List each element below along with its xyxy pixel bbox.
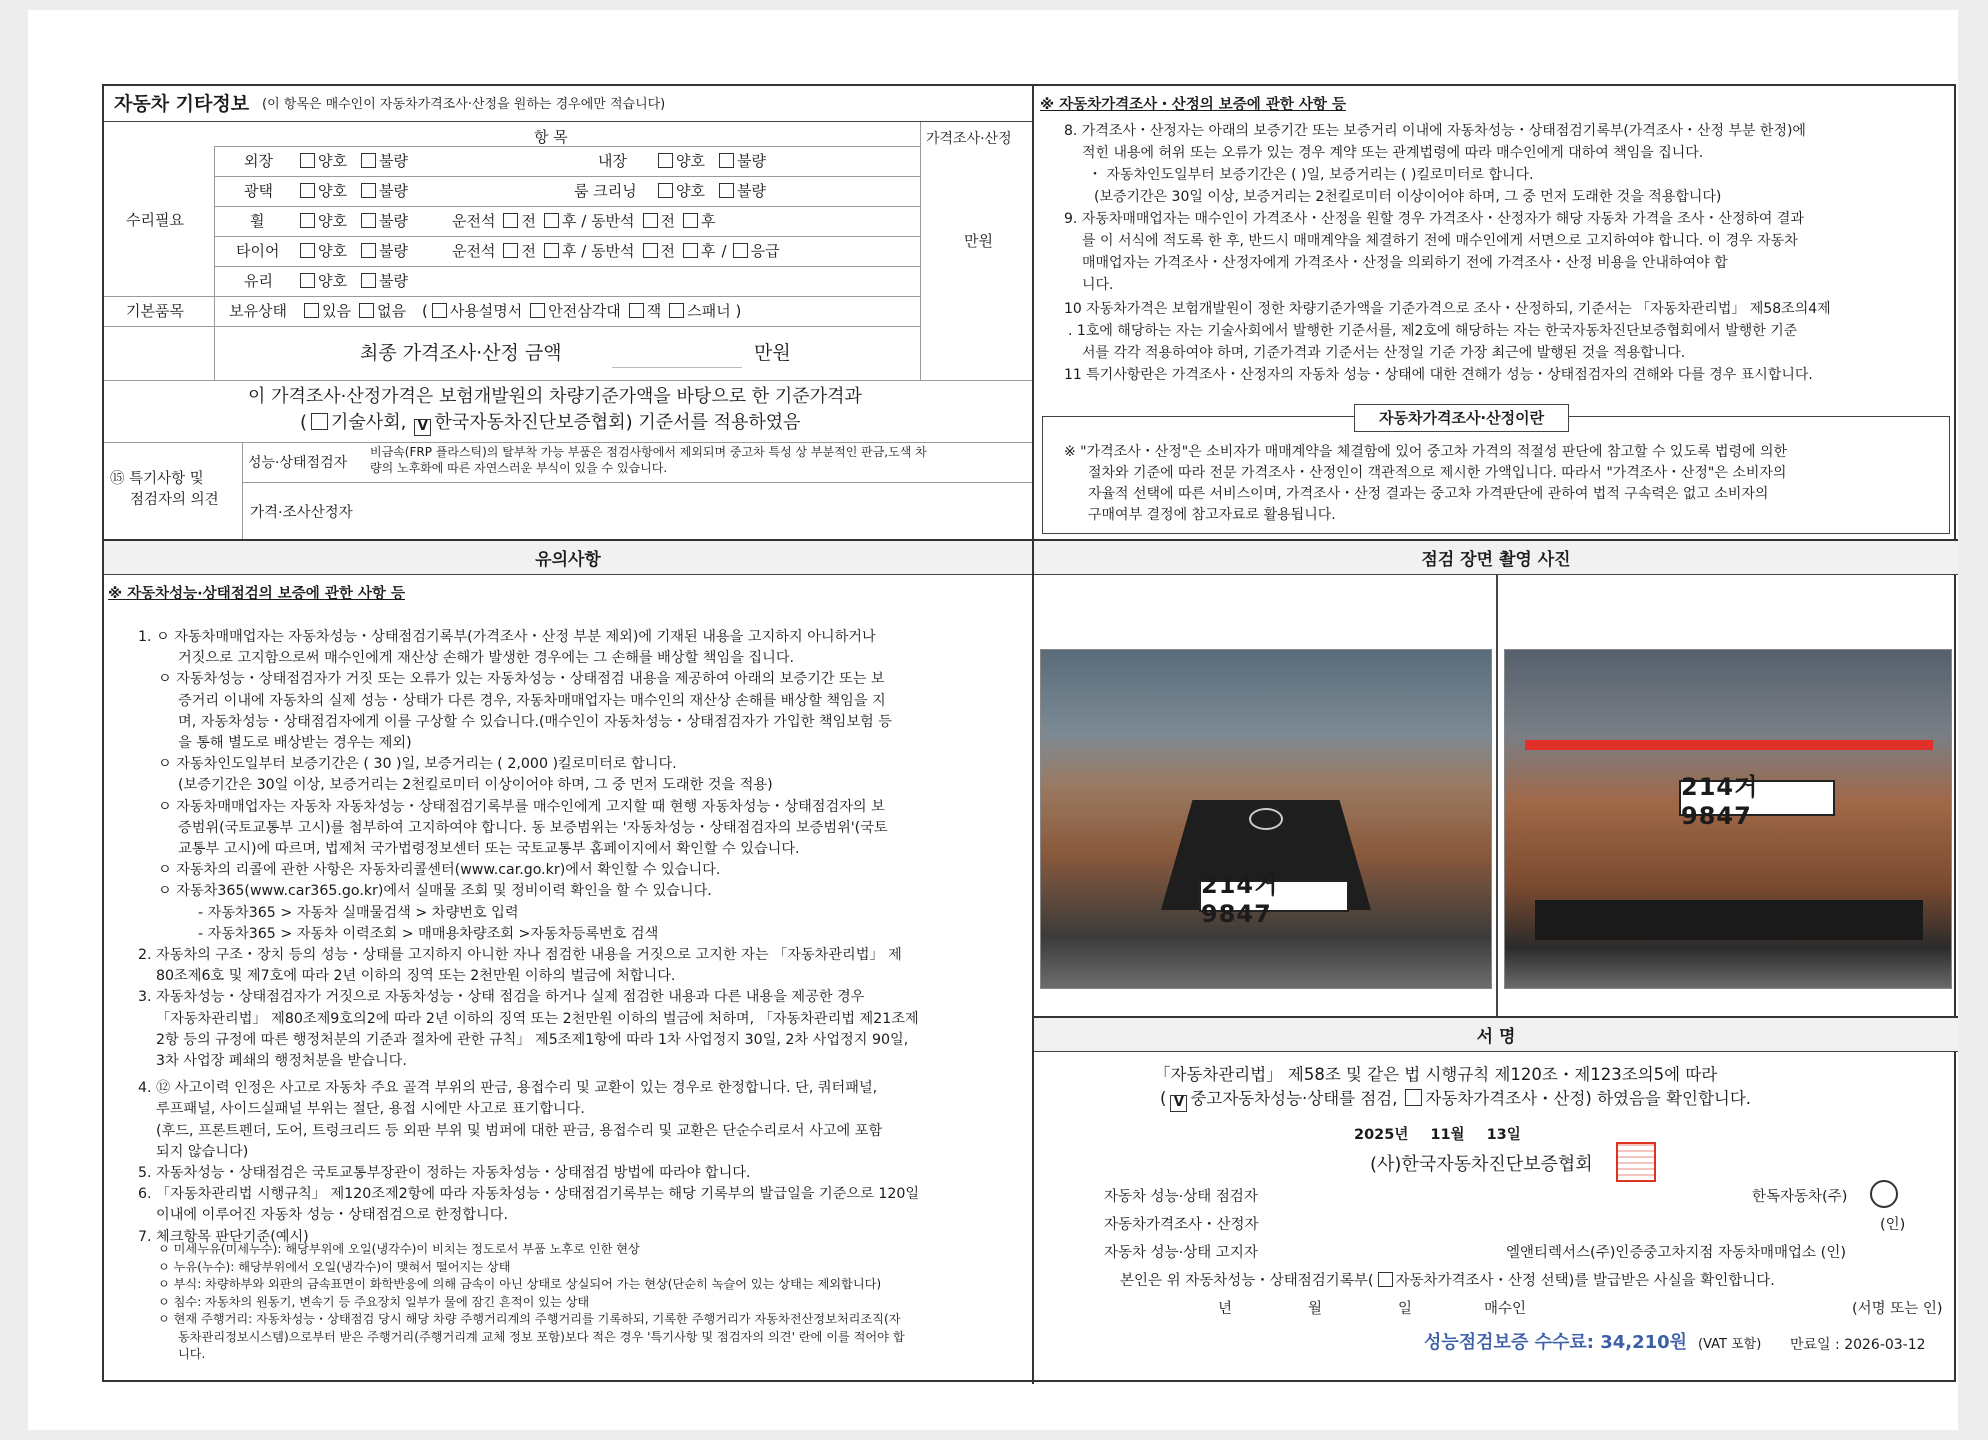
rear-light-bar	[1525, 740, 1933, 750]
note-line: 증거리 이내에 자동차의 실제 성능・상태가 다른 경우, 자동차매매업자는 매수인의 재산상 손해를 배상할 책임을 지	[178, 692, 886, 709]
note-line: 3. 자동차성능・상태점검자가 거짓으로 자동차성능・상태 점검을 하거나 실제 점검한 내용과 다른 내용을 제공한 경우	[138, 989, 865, 1006]
group-basic-label: 기본품목	[126, 302, 184, 320]
row-gloss-label: 광택	[244, 182, 273, 200]
notes-header: 유의사항	[104, 541, 1032, 575]
glass-bad-checkbox[interactable]	[361, 273, 376, 288]
warranty-line: 를 이 서식에 적도록 한 후, 반드시 매매계약을 체결하기 전에 매수인에게 서면으로 고지하여야 합니다. 이 경우 자동차	[1082, 233, 1798, 249]
used-car-inspection-checkbox[interactable]: V	[1170, 1095, 1187, 1112]
definition-box-text	[1064, 442, 1948, 526]
group-repair-label: 수리필요	[126, 211, 184, 229]
manual-checkbox[interactable]	[432, 303, 447, 318]
warranty-line: 서를 각각 적용하여야 하며, 기준가격과 기준서는 산정일 기준 가장 최근에 발행된 것을 적용합니다.	[1082, 345, 1686, 361]
wheel-position-options: 운전석 전 후 / 동반석 전 후	[452, 212, 716, 230]
tire-driver-rear-checkbox[interactable]	[544, 243, 559, 258]
notifier-sign-label: 자동차 성능·상태 고지자	[1104, 1245, 1258, 1261]
note-line: 루프패널, 사이드실패널 부위는 절단, 용접 시에만 사고로 표기합니다.	[156, 1101, 585, 1118]
row-room-cleaning-label: 룸 크리닝	[574, 182, 637, 200]
exterior-options: 양호 불량	[296, 152, 408, 170]
row-wheel-label: 휠	[250, 212, 265, 230]
exterior-good-checkbox[interactable]	[300, 153, 315, 168]
special-notes-label: ⑮ 특기사항 및	[110, 471, 204, 487]
note-line: 교통부 고시)에 따르며, 법제처 국가법령정보센터 또는 국토교통부 홈페이지에서 확인할 수 있습니다.	[178, 841, 800, 858]
front-license-plate: 214거 9847	[1199, 880, 1349, 912]
definition-line: 구매여부 결정에 참고자료로 활용됩니다.	[1088, 507, 1336, 523]
note-line: ㅇ 자동차365(www.car365.go.kr)에서 실매물 조회 및 정비이력 확인을 할 수 있습니다.	[158, 883, 712, 900]
photos-header: 점검 장면 촬영 사진	[1034, 541, 1958, 575]
jack-checkbox[interactable]	[629, 303, 644, 318]
definition-line: ※ "가격조사・산정"은 소비자가 매매계약을 체결함에 있어 중고차 가격의 적절성 판단에 참고할 수 있도록 법령에 의한	[1064, 444, 1788, 460]
note-line: 6. 「자동차관리법 시행규칙」 제120조제2항에 따라 자동차성능・상태점검기록부는 해당 기록부의 발급일을 기준으로 120일	[138, 1186, 920, 1203]
sign-date: 2025년 11월 13일	[1354, 1127, 1521, 1143]
note-line: 7. 체크항목 판단기준(예시)	[138, 1228, 309, 1245]
gloss-good-checkbox[interactable]	[300, 183, 315, 198]
note-line: ㅇ 자동차매매업자는 자동차 자동차성능・상태점검기록부를 매수인에게 고지할 때 현행 자동차성능・상태점검자의 보	[158, 798, 885, 815]
gloss-options: 양호 불량	[296, 182, 408, 200]
tire-passenger-front-checkbox[interactable]	[643, 243, 658, 258]
criteria-line: ㅇ 미세누유(미세누수): 해당부위에 오일(냉각수)이 비치는 정도로서 부품 노후로 인한 현상	[158, 1242, 640, 1256]
criteria-list	[158, 1241, 1032, 1364]
lexus-logo-icon	[1249, 808, 1283, 830]
front-vehicle-photo	[1040, 649, 1492, 989]
basis-statement-line1: 이 가격조사·산정가격은 보험개발원의 차량기준가액을 바탕으로 한 기준가격과	[248, 386, 862, 407]
room-cleaning-options: 양호 불량	[654, 182, 766, 200]
inspector-opinion-note-1: 비금속(FRP 플라스틱)의 탈부착 가능 부품은 점검사항에서 제외되며 중고차 특성 상 부분적인 판금,도색 차	[370, 445, 927, 459]
tire-driver-front-checkbox[interactable]	[503, 243, 518, 258]
warranty-line: 니다.	[1082, 277, 1114, 293]
final-amount-label: 최종 가격조사·산정 금액	[360, 342, 562, 364]
inspector-opinion-label: 성능·상태점검자	[248, 455, 348, 471]
row-glass-label: 유리	[244, 272, 273, 290]
note-line: 5. 자동차성능・상태점검은 국토교통부장관이 정하는 자동차성능・상태점검 방법에 따라야 합니다.	[138, 1165, 751, 1182]
warranty-line: 11 특기사항란은 가격조사・산정자의 자동차 성능・상태에 대한 견해가 성능・상태점검자의 견해와 다를 경우 표시합니다.	[1064, 367, 1813, 383]
basis-association-checkbox[interactable]: V	[414, 419, 431, 436]
buyer-sign-hint: (서명 또는 인)	[1852, 1301, 1943, 1317]
confirmation-line: ( V 중고자동차성능·상태를 점검, 자동차가격조사・산정) 하였음을 확인합니다.	[1160, 1089, 1752, 1110]
warranty-items	[1064, 120, 1954, 386]
note-line: (보증기간은 30일 이상, 보증거리는 2천킬로미터 이상이어야 하며, 그 중 먼저 도래한 것을 적용)	[178, 777, 773, 794]
warranty-section-title: ※ 자동차가격조사・산정의 보증에 관한 사항 등	[1040, 97, 1346, 113]
room-cleaning-good-checkbox[interactable]	[658, 183, 673, 198]
inspector-seal-icon	[1870, 1180, 1898, 1208]
note-line: ㅇ 자동차성능・상태점검자가 거짓 또는 오류가 있는 자동차성능・상태점검 내용을 제공하여 아래의 보증기간 또는 보	[158, 671, 885, 688]
inspector-sign-value: 한독자동차(주)	[1752, 1189, 1848, 1205]
rear-bumper	[1535, 900, 1923, 940]
document-sheet	[28, 10, 1958, 1430]
receipt-confirmation: 본인은 위 자동차성능・상태점검기록부( 자동차가격조사・산정 선택)를 발급받은 사실을 확인합니다.	[1120, 1273, 1775, 1289]
gloss-bad-checkbox[interactable]	[361, 183, 376, 198]
criteria-line: ㅇ 현재 주행거리: 자동차성능・상태점검 당시 해당 차량 주행거리계의 주행거리를 기록하되, 기록한 주행거리가 자동차전산정보처리조직(자	[158, 1312, 901, 1326]
possession-have-checkbox[interactable]	[304, 303, 319, 318]
association-seal-icon	[1616, 1142, 1656, 1182]
wheel-bad-checkbox[interactable]	[361, 213, 376, 228]
inspection-photos-section	[1034, 541, 1958, 1018]
notifier-sign-value: 엘앤티렉서스(주)인증중고차지점 자동차매매업소 (인)	[1506, 1245, 1846, 1261]
association-name: (사)한국자동차진단보증협회	[1370, 1154, 1593, 1175]
note-line: 을 통해 별도로 배상받는 경우는 제외)	[178, 735, 412, 752]
note-line: 거짓으로 고지함으로써 매수인에게 재산상 손해가 발생한 경우에는 그 손해를 배상할 책임을 집니다.	[178, 650, 795, 667]
wheel-good-checkbox[interactable]	[300, 213, 315, 228]
notes-section	[104, 541, 1034, 1384]
criteria-line: ㅇ 누유(누수): 해당부위에서 오일(냉각수)이 맺혀서 떨어지는 상태	[158, 1259, 511, 1274]
signature-section	[1034, 1018, 1958, 1384]
basis-tech-society-checkbox[interactable]	[311, 413, 328, 430]
note-line: - 자동차365 > 자동차 이력조회 > 매매용차량조회 >자동차등록번호 검색	[198, 925, 659, 942]
row-interior-label: 내장	[598, 152, 627, 170]
glass-good-checkbox[interactable]	[300, 273, 315, 288]
buyer-label: 매수인	[1484, 1301, 1527, 1317]
criteria-line: 동차관리정보시스템)으로부터 받은 주행거리(주행거리계 교체 정보 포함)보다 적은 경우 '특기사항 및 점검자의 의견' 란에 이를 적어야 합	[178, 1329, 905, 1344]
possession-options: 있음 없음 ( 사용설명서 안전삼각대 잭 스패너 )	[300, 302, 741, 320]
note-line: (후드, 프론트펜더, 도어, 트렁크리드 등 외판 부위 및 범퍼에 대한 판금, 용접수리 및 교환은 단순수리로서 사고에 포함	[156, 1122, 883, 1139]
wheel-driver-rear-checkbox[interactable]	[544, 213, 559, 228]
column-price-header: 가격조사·산정	[926, 131, 1012, 147]
spanner-checkbox[interactable]	[669, 303, 684, 318]
row-possession-label: 보유상태	[229, 302, 287, 320]
inspection-record-form	[102, 84, 1956, 1382]
law-reference-line: 「자동차관리법」 제58조 및 같은 법 시행규칙 제120조・제123조의5에 따라	[1154, 1065, 1718, 1084]
note-line: 이내에 이루어진 자동차 성능・상태점검으로 한정합니다.	[156, 1207, 508, 1224]
definition-line: 자율적 선택에 따른 서비스이며, 가격조사・산정 결과는 중고차 가격판단에 관하여 법적 구속력은 없고 소비자의	[1088, 486, 1769, 502]
tire-passenger-rear-checkbox[interactable]	[683, 243, 698, 258]
signature-header: 서 명	[1034, 1018, 1958, 1052]
wheel-passenger-rear-checkbox[interactable]	[683, 213, 698, 228]
note-line: 80조제6호 및 제7호에 따라 2년 이하의 징역 또는 2천만원 이하의 벌금에 처합니다.	[156, 968, 676, 985]
note-line: - 자동차365 > 자동차 실매물검색 > 차량번호 입력	[198, 904, 519, 921]
note-line: 4. ⑫ 사고이력 인정은 사고로 자동차 주요 골격 부위의 판금, 용접수리 및 교환이 있는 경우로 한정합니다. 단, 쿼터패널,	[138, 1080, 878, 1097]
note-line: ㅇ 자동차의 리콜에 관한 사항은 자동차리콜센터(www.car.go.kr)에서 확인할 수 있습니다.	[158, 862, 721, 879]
glass-options: 양호 불량	[296, 272, 408, 290]
warranty-line: . 1호에 해당하는 자는 기술사회에서 발행한 기준서를, 제2호에 해당하는 자는 한국자동차진단보증협회에서 발행한 기준	[1068, 323, 1798, 339]
note-line: 며, 자동차성능・상태점검자에게 이를 구상할 수 있습니다.(매수인이 자동차성능・상태점검자가 가입한 책임보험 등	[178, 713, 892, 730]
wheel-options: 양호 불량	[296, 212, 408, 230]
section-title: 자동차 기타정보	[114, 93, 250, 115]
section-title-note: (이 항목은 매수인이 자동차가격조사·산정을 원하는 경우에만 적습니다)	[262, 97, 666, 112]
warranty-line: 10 자동차가격은 보험개발원이 정한 차량기준가액을 기준가격으로 조사・산정하되, 기준서는 「자동차관리법」 제58조의4제	[1064, 301, 1831, 317]
note-line: 2. 자동차의 구조・장치 등의 성능・상태를 고지하지 아니한 자나 점검한 내용을 거짓으로 고지한 자는 「자동차관리법」 제	[138, 947, 902, 964]
wheel-passenger-front-checkbox[interactable]	[643, 213, 658, 228]
note-line: 증범위(국토교통부 고시)를 첨부하여 고지하여야 합니다. 동 보증범위는 '자동차성능・상태점검자의 보증범위'(국토	[178, 819, 888, 836]
notes-subtitle: ※ 자동차성능·상태점검의 보증에 관한 사항 등	[108, 586, 405, 602]
exterior-bad-checkbox[interactable]	[361, 153, 376, 168]
final-amount-field[interactable]	[612, 338, 742, 368]
final-amount-unit: 만원	[754, 342, 791, 364]
vat-note: (VAT 포함)	[1698, 1337, 1762, 1352]
interior-bad-checkbox[interactable]	[719, 153, 734, 168]
row-tire-label: 타이어	[236, 242, 280, 260]
vehicle-other-info-section	[104, 86, 1034, 541]
special-notes-label-2: 점검자의 의견	[130, 492, 219, 508]
column-item-header: 항 목	[534, 128, 568, 146]
tire-emergency-checkbox[interactable]	[733, 243, 748, 258]
rear-license-plate: 214거 9847	[1679, 780, 1835, 816]
triangle-checkbox[interactable]	[530, 303, 545, 318]
possession-none-checkbox[interactable]	[359, 303, 374, 318]
notes-list	[138, 627, 1032, 1248]
rear-vehicle-photo	[1504, 649, 1952, 989]
warranty-line: ・ 자동차인도일부터 보증기간은 ( )일, 보증거리는 ( )킬로미터로 합니다.	[1088, 167, 1534, 183]
definition-line: 절차와 기준에 따라 전문 가격조사・산정인이 객관적으로 제시한 가액입니다. 따라서 "가격조사・산정"은 소비자의	[1088, 465, 1787, 481]
row-exterior-label: 외장	[244, 152, 273, 170]
tire-position-options: 운전석 전 후 / 동반석 전 후 / 응급	[452, 242, 780, 260]
definition-box-title: 자동차가격조사·산정이란	[1354, 404, 1569, 432]
appraiser-sign-label: 자동차가격조사・산정자	[1104, 1217, 1259, 1233]
price-appraisal-checkbox[interactable]	[1405, 1089, 1422, 1106]
warranty-line: 매매업자는 가격조사・산정자에게 가격조사・산정을 의뢰하기 전에 가격조사・산정 비용을 안내하여야 합	[1082, 255, 1728, 271]
inspector-sign-label: 자동차 성능·상태 점검자	[1104, 1189, 1258, 1205]
interior-good-checkbox[interactable]	[658, 153, 673, 168]
room-cleaning-bad-checkbox[interactable]	[719, 183, 734, 198]
price-appraisal-warranty-section	[1034, 86, 1958, 541]
tire-good-checkbox[interactable]	[300, 243, 315, 258]
buyer-date-line: 년 월 일	[1218, 1301, 1413, 1317]
criteria-line: 니다.	[178, 1347, 206, 1361]
warranty-line: 8. 가격조사・산정자는 아래의 보증기간 또는 보증거리 이내에 자동차성능・상태점검기록부(가격조사・산정 부분 한정)에	[1064, 123, 1806, 139]
price-unit-label: 만원	[964, 232, 993, 250]
tire-options: 양호 불량	[296, 242, 408, 260]
interior-options: 양호 불량	[654, 152, 766, 170]
appraiser-sign-value: (인)	[1880, 1217, 1906, 1233]
note-line: 3차 사업장 폐쇄의 행정처분을 받습니다.	[156, 1053, 407, 1070]
warranty-fee: 성능점검보증 수수료: 34,210원	[1424, 1332, 1688, 1353]
expiry-date: 만료일 : 2026-03-12	[1790, 1337, 1926, 1353]
wheel-driver-front-checkbox[interactable]	[503, 213, 518, 228]
tire-bad-checkbox[interactable]	[361, 243, 376, 258]
basis-statement-line2: ( 기술사회, V 한국자동차진단보증협회) 기준서를 적용하였음	[300, 412, 801, 434]
criteria-line: ㅇ 부식: 차량하부와 외판의 금속표면이 화학반응에 의해 금속이 아닌 상태로 상실되어 가는 현상(단순히 녹슬어 있는 상태는 제외합니다)	[158, 1277, 882, 1291]
appraiser-opinion-label: 가격·조사산정자	[250, 505, 353, 521]
note-line: 「자동차관리법」 제80조제9호의2에 따라 2년 이하의 징역 또는 2천만원 이하의 벌금에 처하며, 「자동차관리법 제21조제	[156, 1010, 919, 1027]
warranty-line: 적힌 내용에 허위 또는 오류가 있는 경우 계약 또는 관계법령에 따라 매수인에게 대하여 책임을 집니다.	[1082, 145, 1704, 161]
inspector-opinion-note-2: 량의 노후화에 따른 자연스러운 부식이 있을 수 있습니다.	[370, 461, 668, 475]
receipt-appraisal-checkbox[interactable]	[1378, 1272, 1393, 1287]
note-line: ㅇ 자동차인도일부터 보증기간은 ( 30 )일, 보증거리는 ( 2,000 )킬로미터로 합니다.	[158, 756, 677, 773]
note-line: 2항 등의 규정에 따른 행정처분의 기준과 절차에 관한 규칙」 제5조제1항에 따라 1차 사업정지 30일, 2차 사업정지 90일,	[156, 1031, 909, 1048]
criteria-line: ㅇ 침수: 자동차의 원동기, 변속기 등 주요장치 일부가 물에 잠긴 흔적이 있는 상태	[158, 1294, 590, 1309]
note-line: 되지 않습니다)	[156, 1143, 249, 1160]
warranty-line: (보증기간은 30일 이상, 보증거리는 2천킬로미터 이상이어야 하며, 그 중 먼저 도래한 것을 적용합니다)	[1094, 189, 1722, 205]
note-line: 1. ㅇ 자동차매매업자는 자동차성능・상태점검기록부(가격조사・산정 부분 제외)에 기재된 내용을 고지하지 아니하거나	[138, 629, 876, 645]
warranty-line: 9. 자동차매매업자는 매수인이 가격조사・산정을 원할 경우 가격조사・산정자가 해당 자동차 가격을 조사・산정하여 결과	[1064, 211, 1804, 227]
